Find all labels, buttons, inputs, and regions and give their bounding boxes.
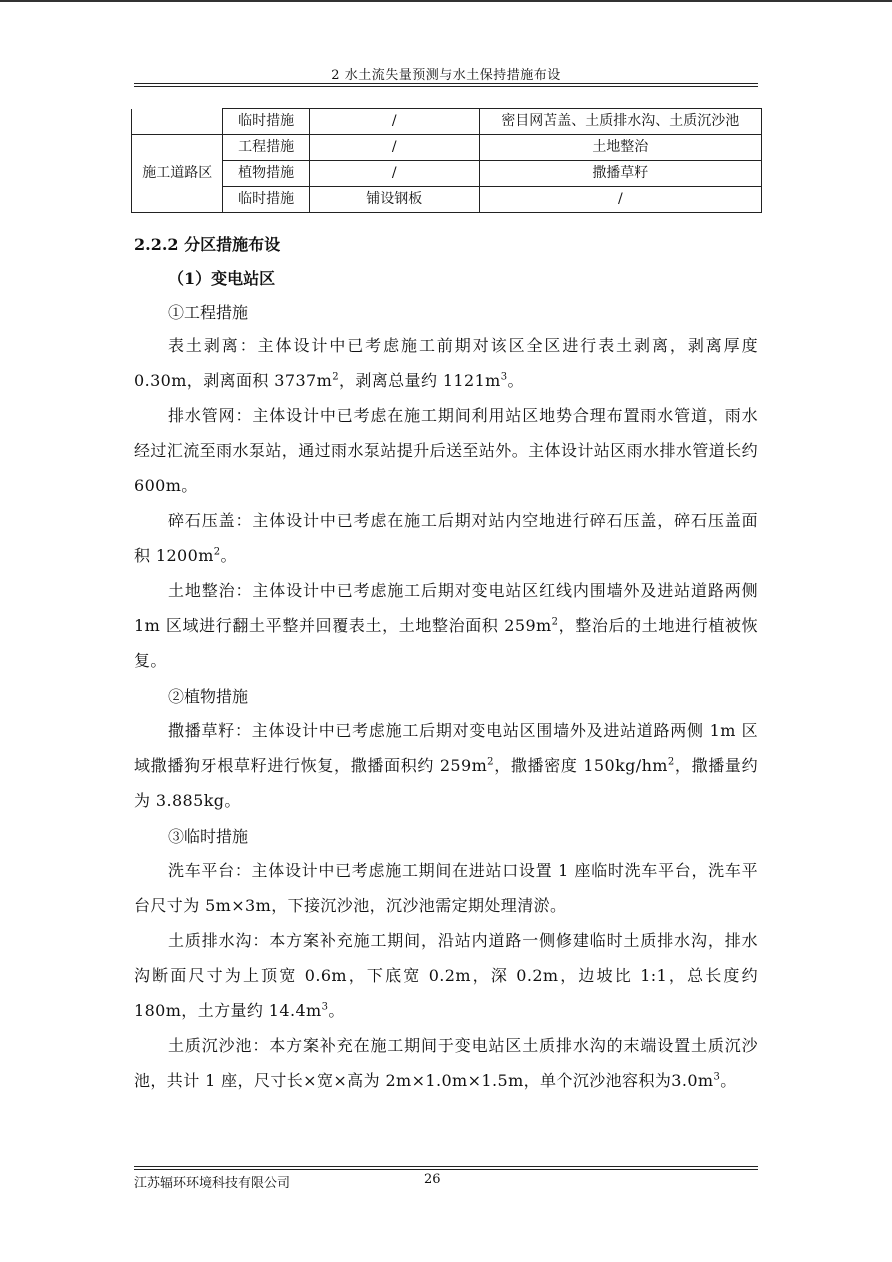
superscript: 2 bbox=[551, 616, 559, 628]
ditch-paragraph bbox=[134, 923, 758, 1028]
grass-text-2: ，撒播密度 150kg/hm bbox=[493, 756, 668, 775]
main-design-cell: / bbox=[309, 161, 479, 187]
land-paragraph bbox=[134, 573, 758, 678]
footer-rule-thin bbox=[134, 1166, 758, 1167]
table-row bbox=[132, 187, 762, 213]
ditch-text-2: 。 bbox=[328, 1001, 345, 1020]
superscript: 2 bbox=[667, 756, 675, 768]
gravel-text-2: 。 bbox=[220, 546, 237, 565]
zone-cell bbox=[132, 109, 223, 135]
supplement-cell: 撒播草籽 bbox=[479, 161, 761, 187]
engineering-title: ①工程措施 bbox=[168, 303, 249, 322]
topsoil-paragraph bbox=[134, 328, 758, 398]
basin-paragraph bbox=[134, 1028, 758, 1098]
page-number: 26 bbox=[424, 1172, 441, 1187]
header-rule bbox=[134, 83, 758, 84]
superscript: 3 bbox=[713, 1071, 721, 1083]
vegetation-title: ②植物措施 bbox=[168, 687, 249, 706]
measure-type-cell: 工程措施 bbox=[223, 135, 309, 161]
superscript: 2 bbox=[487, 756, 494, 768]
zone-cell: 施工道路区 bbox=[132, 135, 223, 213]
superscript: 2 bbox=[332, 371, 339, 383]
header-rule-thin bbox=[134, 86, 758, 87]
table-row bbox=[132, 109, 762, 135]
superscript: 3 bbox=[321, 1001, 329, 1013]
topsoil-text-2: ，剥离总量约 1121m bbox=[338, 371, 501, 390]
drainage-paragraph: 排水管网：主体设计中已考虑在施工期间利用站区地势合理布置雨水管道，雨水经过汇流至雨水泵站，通过雨水泵站提升后送至站外。主体设计站区雨水排水管道长约 600m。 bbox=[134, 406, 758, 495]
grass-text-3: ，撒播量约为 3.885kg。 bbox=[134, 756, 758, 810]
main-design-cell: / bbox=[309, 135, 479, 161]
page-top-border bbox=[0, 0, 892, 2]
topsoil-text-1: 表土剥离：主体设计中已考虑施工前期对该区全区进行表土剥离，剥离厚度0.30m，剥离面积 3737m bbox=[134, 336, 758, 390]
section-heading: 2.2.2 分区措施布设 bbox=[134, 235, 281, 254]
subsection-heading: （1）变电站区 bbox=[168, 269, 276, 288]
measures-table bbox=[131, 108, 762, 213]
grass-text-1: 撒播草籽：主体设计中已考虑施工后期对变电站区围墙外及进站道路两侧 1m 区域撒播狗牙根草籽进行恢复，撒播面积约 259m bbox=[134, 721, 758, 775]
wash-paragraph: 洗车平台：主体设计中已考虑施工期间在进站口设置 1 座临时洗车平台，洗车平台尺寸为 5m×3m，下接沉沙池，沉沙池需定期处理清淤。 bbox=[134, 861, 758, 915]
supplement-cell: 土地整治 bbox=[479, 135, 761, 161]
supplement-cell: / bbox=[479, 187, 761, 213]
measure-type-cell: 临时措施 bbox=[223, 109, 309, 135]
main-design-cell: 铺设钢板 bbox=[309, 187, 479, 213]
basin-text-2: 。 bbox=[720, 1071, 737, 1090]
basin-text-1: 土质沉沙池：本方案补充在施工期间于变电站区土质排水沟的末端设置土质沉沙池，共计 1 座，尺寸长×宽×高为 2m×1.0m×1.5m，单个沉沙池容积为3.0m bbox=[134, 1036, 758, 1090]
table-row bbox=[132, 135, 762, 161]
gravel-paragraph bbox=[134, 503, 758, 573]
footer-rule bbox=[134, 1169, 758, 1170]
superscript: 3 bbox=[500, 371, 508, 383]
measure-type-cell: 临时措施 bbox=[223, 187, 309, 213]
footer-company: 江苏辐环环境科技有限公司 bbox=[134, 1176, 291, 1191]
running-header: 2 水土流失量预测与水土保持措施布设 bbox=[331, 68, 561, 83]
grass-paragraph bbox=[134, 713, 758, 818]
main-design-cell: / bbox=[309, 109, 479, 135]
ditch-text-1: 土质排水沟：本方案补充施工期间，沿站内道路一侧修建临时土质排水沟，排水沟断面尺寸为上顶宽 0.6m，下底宽 0.2m，深 0.2m，边坡比 1:1，总长度约180m，土方量约 14.4m bbox=[134, 931, 758, 1020]
topsoil-text-3: 。 bbox=[507, 371, 524, 390]
land-text-2: ，整治后的土地进行植被恢复。 bbox=[134, 616, 758, 670]
temporary-title: ③临时措施 bbox=[168, 827, 249, 846]
supplement-cell: 密目网苫盖、土质排水沟、土质沉沙池 bbox=[479, 109, 761, 135]
land-text-1: 土地整治：主体设计中已考虑施工后期对变电站区红线内围墙外及进站道路两侧 1m 区域进行翻土平整并回覆表土，土地整治面积 259m bbox=[134, 581, 758, 635]
table-row bbox=[132, 161, 762, 187]
measure-type-cell: 植物措施 bbox=[223, 161, 309, 187]
superscript: 2 bbox=[213, 546, 221, 558]
gravel-text-1: 碎石压盖：主体设计中已考虑在施工后期对站内空地进行碎石压盖，碎石压盖面积 1200m bbox=[134, 511, 758, 565]
